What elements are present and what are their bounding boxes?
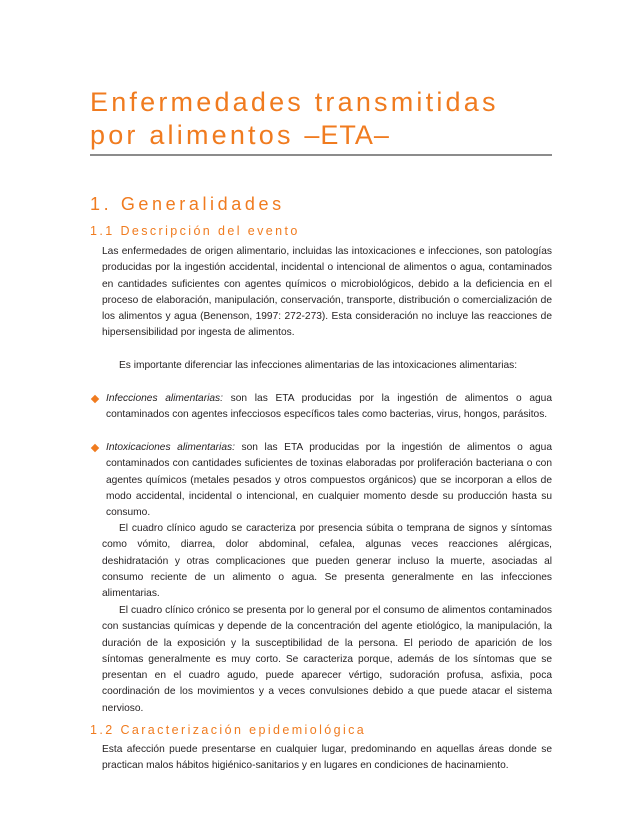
title-line-1: Enfermedades transmitidas	[90, 87, 499, 117]
paragraph-cuadro-agudo: El cuadro clínico agudo se caracteriza por presencia súbita o temprana de signos y síntomas como vómito, diarrea, dolor abdominal, cefalea, algunas veces reacciones alérgicas, deshidratación y otras complicaciones que pueden generar incluso la muerte, asociadas al consumo reciente de un alimento o agua. Se presenta generalmente en las infecciones alimentarias.	[102, 523, 552, 600]
subsection-heading-caracterizacion: 1.2 Caracterización epidemiológica	[90, 723, 367, 737]
title-line-2: por alimentos	[90, 120, 305, 150]
diamond-bullet-icon	[91, 444, 99, 452]
paragraph-definicion: Las enfermedades de origen alimentario, incluidas las intoxicaciones e infecciones, son patologías producidas por la ingestión accidental, incidental o intencional de alimentos o agua, contaminados en cantidades suficientes con agentes químicos o microbiológicos, debido a la deficiencia en el proceso de elaboración, manipulación, conservación, transporte, distribución o comercialización de los alimentos y agua (Benenson, 1997: 272-273). Esta consideración no incluye las reacciones de hipersensibilidad por ingesta de alimentos.	[102, 246, 552, 339]
diamond-bullet-icon	[91, 395, 99, 403]
title-eta: –ETA–	[304, 120, 390, 150]
paragraph-cuadro-cronico: El cuadro clínico crónico se presenta por lo general por el consumo de alimentos contaminados con sustancias químicas y depende de la concentración del agente etiológico, la manipulación, la duración de la exposición y la susceptibilidad de la persona. El periodo de aparición de los síntomas generalmente es muy corto. Se caracteriza porque, además de los síntomas que se presentan en el cuadro agudo, puede aparecer vértigo, sudoración profusa, asfixia, poca coordinación de los movimientos y a veces convulsiones debido a que puede atacar el sistema nervioso.	[102, 605, 552, 714]
title-divider	[90, 154, 552, 156]
term-infecciones: Infecciones alimentarias:	[106, 393, 223, 404]
document-title	[90, 86, 560, 152]
subsection-heading-descripcion: 1.1 Descripción del evento	[90, 224, 300, 238]
definition-intoxicaciones: son las ETA producidas por la ingestión de alimentos o agua contaminados con cantidades suficientes de toxinas elaboradas por proliferación bacteriana o con agentes químicos (metales pesados y otros compuestos orgánicos) que se incorporan a ellos de modo accidental, incidental o intencional, en cualquier momento desde su producción hasta su consumo.	[106, 442, 553, 519]
section-heading-generalidades: 1. Generalidades	[90, 194, 285, 214]
paragraph-caracterizacion: Esta afección puede presentarse en cualquier lugar, predominando en aquellas áreas donde se practican malos hábitos higiénico-sanitarios y en lugares en condiciones de hacinamiento.	[102, 744, 552, 772]
paragraph-diferenciar: Es importante diferenciar las infecciones alimentarias de las intoxicaciones alimentarias:	[119, 360, 518, 371]
term-intoxicaciones: Intoxicaciones alimentarias:	[106, 442, 235, 453]
list-item-intoxicaciones	[90, 440, 552, 521]
definition-infecciones: son las ETA producidas por la ingestión de alimentos o agua contaminados con agentes infecciosos específicos tales como bacterias, virus, hongos, parásitos.	[106, 393, 553, 421]
list-item-infecciones	[90, 391, 552, 424]
